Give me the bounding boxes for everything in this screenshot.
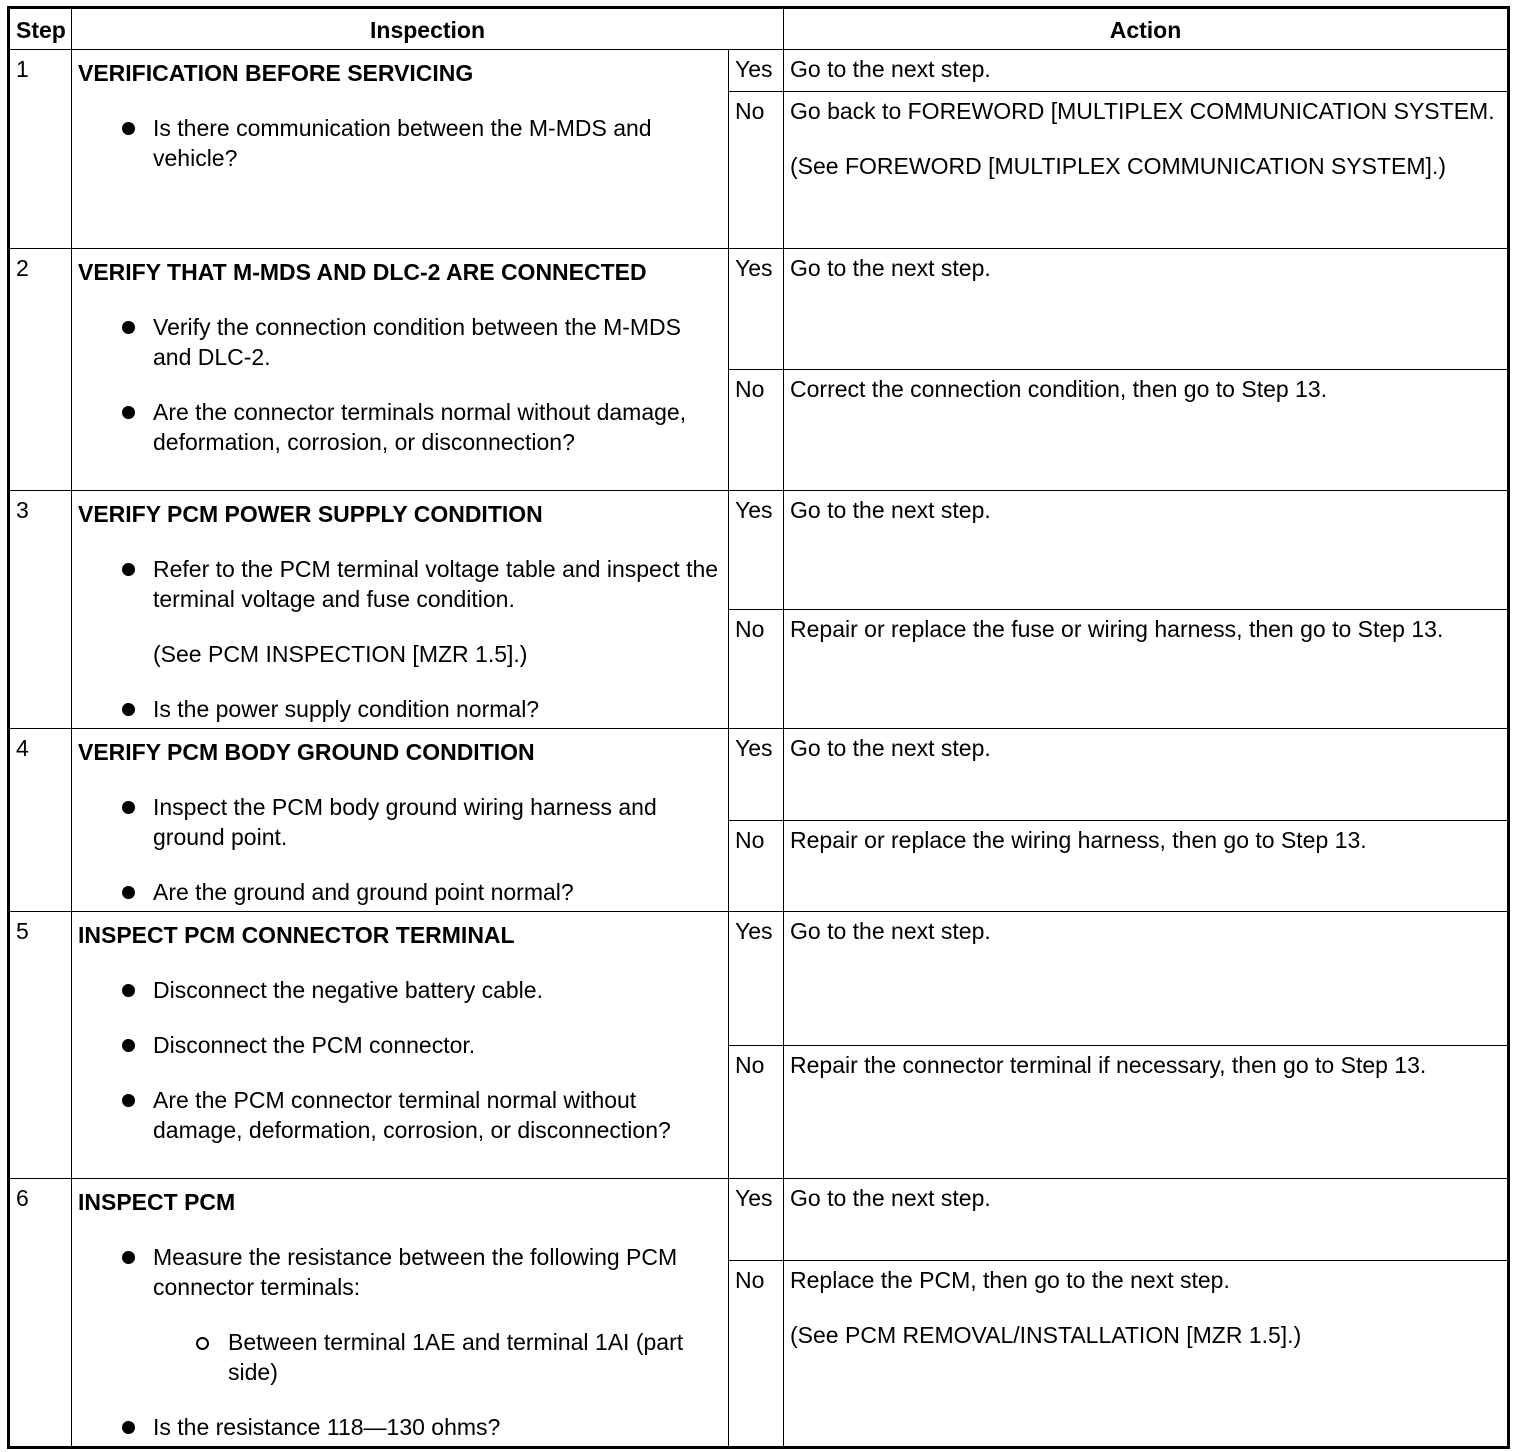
no-action — [784, 610, 1509, 729]
action-text: Go to the next step. — [790, 255, 991, 281]
action-text: Go back to FOREWORD [MULTIPLEX COMMUNICATION SYSTEM. — [790, 98, 1495, 124]
inspection-cell — [72, 491, 729, 729]
no-action — [784, 92, 1509, 249]
table-row — [9, 491, 1509, 610]
step-number: 6 — [9, 1179, 72, 1448]
step-number: 4 — [9, 729, 72, 912]
bullet-item: Inspect the PCM body ground wiring harness and ground point. — [78, 792, 722, 852]
action-text: Go to the next step. — [790, 918, 991, 944]
table-row — [9, 249, 1509, 370]
bullet-item: Are the ground and ground point normal? — [78, 877, 722, 907]
sub-list — [153, 1327, 722, 1387]
table-row — [9, 1179, 1509, 1261]
bullet-text: Measure the resistance between the following PCM connector terminals: — [153, 1244, 678, 1300]
troubleshooting-table — [7, 6, 1510, 1449]
bullet-item: Is the resistance 118—130 ohms? — [78, 1412, 722, 1442]
bullet-item: Disconnect the negative battery cable. — [78, 975, 722, 1005]
table-row — [9, 729, 1509, 821]
step-title: INSPECT PCM — [78, 1189, 236, 1215]
yes-label: Yes — [729, 50, 784, 92]
bullet-item: Are the connector terminals normal without damage, deformation, corrosion, or disconnection? — [78, 397, 722, 457]
step-number: 3 — [9, 491, 72, 729]
bullet-item: Are the PCM connector terminal normal without damage, deformation, corrosion, or disconnection? — [78, 1085, 722, 1145]
inspection-cell — [72, 249, 729, 491]
step-number: 5 — [9, 912, 72, 1179]
action-text: Repair or replace the wiring harness, then go to Step 13. — [790, 826, 1367, 853]
no-action — [784, 370, 1509, 491]
bullet-item: Disconnect the PCM connector. — [78, 1030, 722, 1060]
action-reference: (See PCM REMOVAL/INSTALLATION [MZR 1.5].) — [790, 1321, 1302, 1348]
step-number: 2 — [9, 249, 72, 491]
bullet-item — [78, 1242, 722, 1387]
step-title: VERIFY PCM POWER SUPPLY CONDITION — [78, 501, 543, 527]
table-row — [9, 912, 1509, 1046]
bullet-list — [78, 312, 722, 457]
inspection-cell — [72, 729, 729, 912]
no-action — [784, 1046, 1509, 1179]
header-step: Step — [9, 8, 72, 50]
yes-action — [784, 912, 1509, 1046]
no-label: No — [729, 1260, 784, 1447]
no-action — [784, 1260, 1509, 1447]
bullet-item: Refer to the PCM terminal voltage table and inspect the terminal voltage and fuse condition. — [78, 554, 722, 614]
reference-note: (See PCM INSPECTION [MZR 1.5].) — [153, 641, 528, 667]
action-text: Go to the next step. — [790, 497, 991, 523]
bullet-list — [78, 554, 722, 724]
sub-item: Between terminal 1AE and terminal 1AI (part side) — [153, 1327, 722, 1387]
bullet-list — [78, 975, 722, 1145]
no-label: No — [729, 1046, 784, 1179]
yes-action — [784, 729, 1509, 821]
yes-action — [784, 50, 1509, 92]
yes-label: Yes — [729, 491, 784, 610]
action-text: Repair or replace the fuse or wiring harness, then go to Step 13. — [790, 616, 1444, 642]
step-title: INSPECT PCM CONNECTOR TERMINAL — [78, 922, 515, 948]
bullet-item: Is there communication between the M-MDS and vehicle? — [78, 113, 722, 173]
bullet-list — [78, 113, 722, 173]
table-row — [9, 50, 1509, 92]
no-label: No — [729, 92, 784, 249]
yes-action — [784, 1179, 1509, 1261]
inspection-cell — [72, 1179, 729, 1448]
step-title: VERIFICATION BEFORE SERVICING — [78, 60, 474, 86]
yes-action — [784, 491, 1509, 610]
bullet-item: Is the power supply condition normal? — [78, 694, 722, 724]
header-row — [9, 8, 1509, 50]
header-action: Action — [784, 8, 1509, 50]
yes-label: Yes — [729, 912, 784, 1046]
bullet-item: Verify the connection condition between the M-MDS and DLC-2. — [78, 312, 722, 372]
yes-label: Yes — [729, 249, 784, 370]
action-text: Correct the connection condition, then go to Step 13. — [790, 376, 1328, 402]
action-text: Go to the next step. — [790, 1185, 991, 1211]
no-label: No — [729, 610, 784, 729]
action-text: Repair the connector terminal if necessary, then go to Step 13. — [790, 1052, 1427, 1078]
step-title: VERIFY PCM BODY GROUND CONDITION — [78, 739, 535, 765]
action-reference: (See FOREWORD [MULTIPLEX COMMUNICATION SYSTEM].) — [790, 153, 1446, 179]
inspection-cell — [72, 50, 729, 249]
no-label: No — [729, 370, 784, 491]
yes-label: Yes — [729, 729, 784, 821]
header-inspection: Inspection — [72, 8, 784, 50]
action-text: Go to the next step. — [790, 735, 991, 761]
step-number: 1 — [9, 50, 72, 249]
action-text: Replace the PCM, then go to the next step. — [790, 1266, 1230, 1293]
step-title: VERIFY THAT M-MDS AND DLC-2 ARE CONNECTED — [78, 259, 647, 285]
action-text: Go to the next step. — [790, 56, 991, 82]
no-label: No — [729, 820, 784, 912]
yes-action — [784, 249, 1509, 370]
yes-label: Yes — [729, 1179, 784, 1261]
no-action — [784, 820, 1509, 912]
inspection-cell — [72, 912, 729, 1179]
bullet-list — [78, 792, 722, 907]
bullet-list — [78, 1242, 722, 1442]
